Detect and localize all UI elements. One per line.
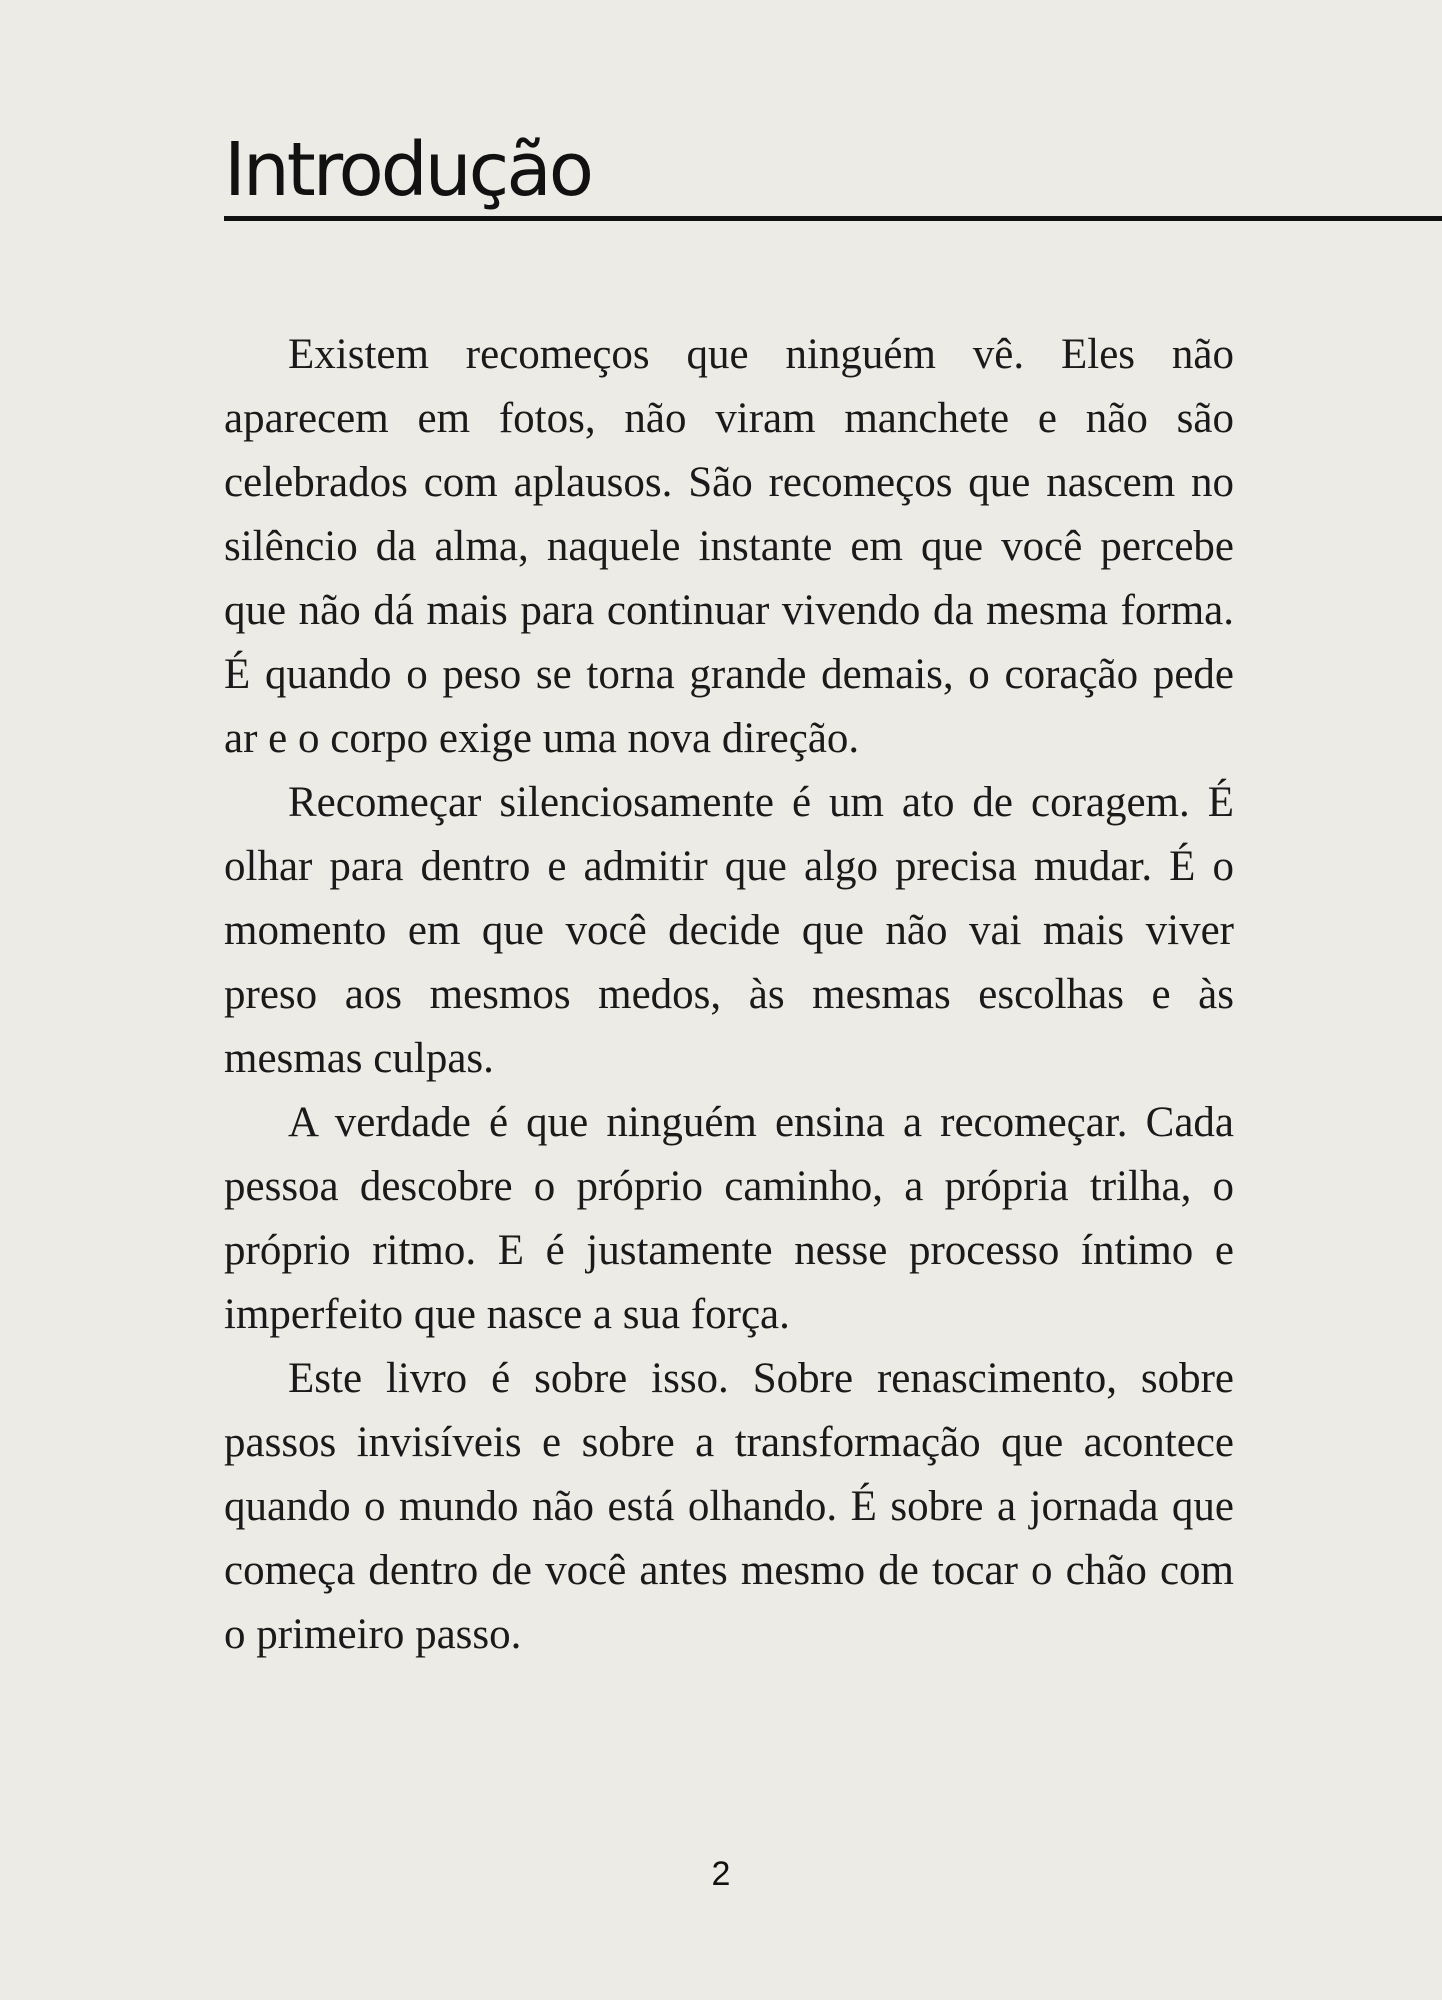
paragraph-4: Este livro é sobre isso. Sobre renascimento, sobre passos invisíveis e sobre a transformação que acontece quando o mundo não está olhando. É sobre a jornada que começa dentro de você antes mesmo de tocar o chão com o primeiro passo.	[224, 1355, 1234, 1658]
chapter-title: Introdução	[224, 127, 591, 213]
paragraph-3: A verdade é que ninguém ensina a recomeçar. Cada pessoa descobre o próprio caminho, a própria trilha, o próprio ritmo. E é justamente nesse processo íntimo e imperfeito que nasce a sua força.	[224, 1099, 1234, 1338]
chapter-header	[224, 120, 1442, 220]
paragraph-2: Recomeçar silenciosamente é um ato de coragem. É olhar para dentro e admitir que algo precisa mudar. É o momento em que você decide que não vai mais viver preso aos mesmos medos, às mesmas escolhas e às mesmas culpas.	[224, 779, 1234, 1082]
page-number: 2	[711, 1855, 731, 1893]
paragraph-1: Existem recomeços que ninguém vê. Eles não aparecem em fotos, não viram manchete e não são celebrados com aplausos. São recomeços que nascem no silêncio da alma, naquele instante em que você percebe que não dá mais para continuar vivendo da mesma forma. É quando o peso se torna grande demais, o coração pede ar e o corpo exige uma nova direção.	[224, 331, 1234, 762]
body-text	[224, 323, 1234, 1667]
title-underline	[224, 216, 1442, 221]
